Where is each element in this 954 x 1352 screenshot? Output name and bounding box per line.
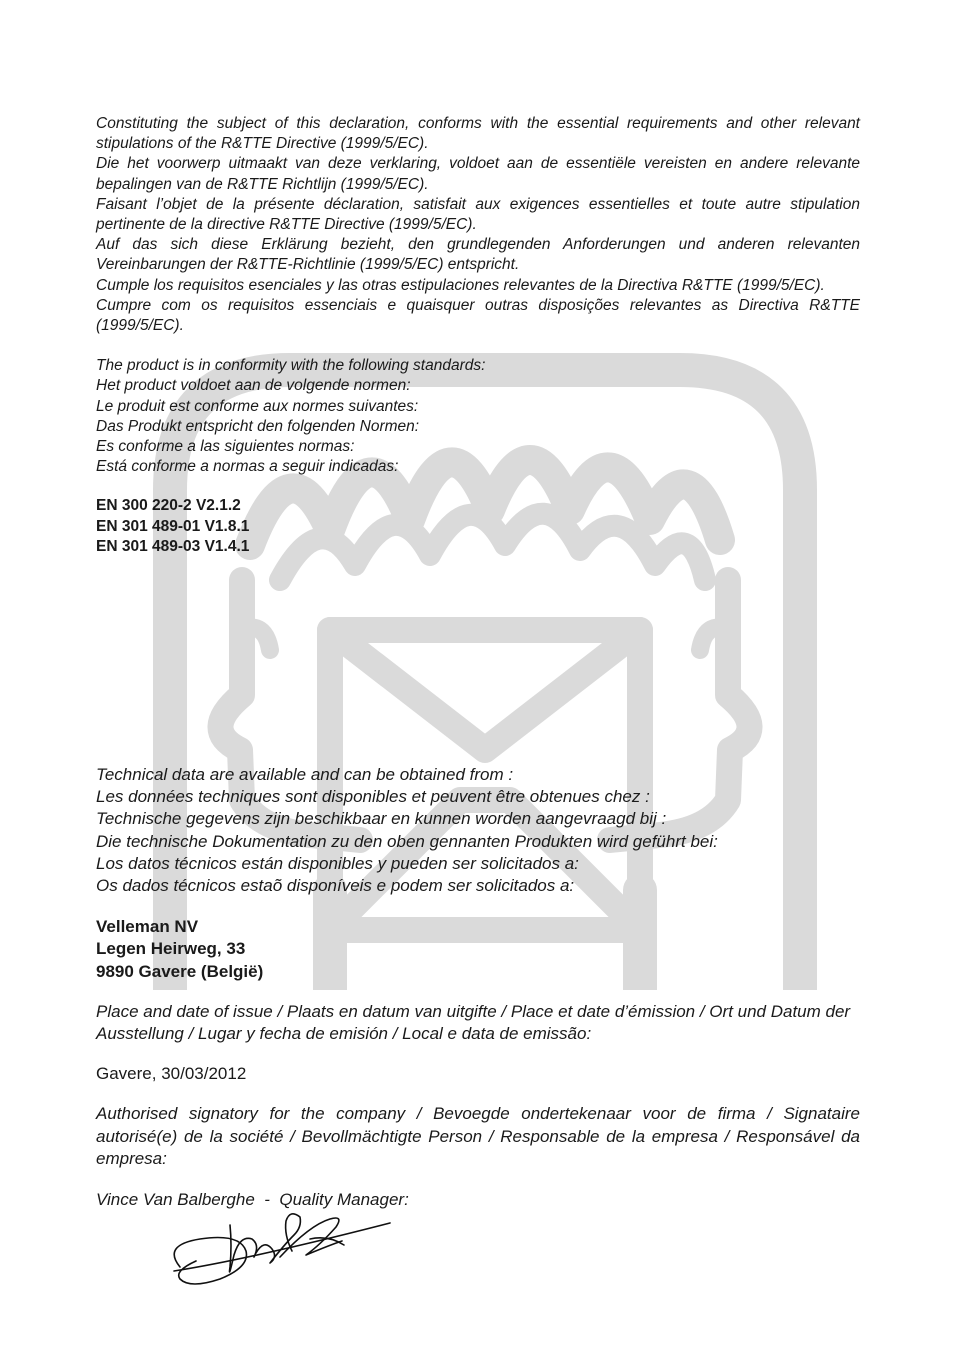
standards-list [96,496,860,557]
standards-intro-pt: Está conforme a normas a seguir indicadas: [96,458,399,476]
conformity-pt: Cumpre com os requisitos essenciais e quaisquer outras disposições relevantes as Directiva R&TTE (1999/5/EC). [96,296,860,335]
standards-intro-nl: Het product voldoet aan de volgende normen: [96,377,411,395]
company-city: 9890 Gavere (België) [96,961,264,981]
conformity-fr: Faisant l’objet de la présente déclaration, satisfait aux exigences essentielles et toute autre stipulation pertinente de la directive R&TTE Directive (1999/5/EC). [96,195,860,234]
signatory-label: Authorised signatory for the company / Bevoegde ondertekenaar voor de firma / Signataire autorisé(e) de la société / Bevollmächtigte Person / Responsable de la empresa / Responsável da empresa: [96,1104,860,1168]
company-street: Legen Heirweg, 33 [96,939,246,959]
technical-section [96,764,860,1211]
declaration-content [96,114,860,1210]
handwritten-signature [160,1205,400,1295]
signer-name: Vince Van Balberghe - Quality Manager: [96,1190,409,1210]
standards-intro-es: Es conforme a las siguientes normas: [96,438,355,456]
technical-fr: Les données techniques sont disponibles et peuvent être obtenues chez : [96,787,650,807]
place-date-value: Gavere, 30/03/2012 [96,1064,247,1084]
technical-de: Die technische Dokumentation zu den oben gennanten Produkten wird geführt bei: [96,831,718,851]
standards-intro-en: The product is in conformity with the following standards: [96,357,486,375]
technical-es: Los datos técnicos están disponibles y pueden ser solicitados a: [96,853,579,873]
conformity-de: Auf das sich diese Erklärung bezieht, den grundlegenden Anforderungen und anderen relevanten Vereinbarungen der R&TTE-Richtlinie (1999/5/EC) entspricht. [96,236,860,274]
conformity-en: Constituting the subject of this declaration, conforms with the essential requirements and other relevant stipulations of the R&TTE Directive (1999/5/EC). [96,115,860,153]
standard-item: EN 301 489-01 V1.8.1 [96,517,250,535]
place-date-block [96,1063,860,1085]
standard-item: EN 300 220-2 V2.1.2 [96,497,241,515]
standards-intro-fr: Le produit est conforme aux normes suivantes: [96,397,419,415]
technical-en: Technical data are available and can be obtained from : [96,765,514,784]
signatory-label-block [96,1103,860,1170]
technical-nl: Technische gegevens zijn beschikbaar en kunnen worden aangevraagd bij : [96,809,667,829]
standards-intro [96,356,860,477]
standard-item: EN 301 489-03 V1.4.1 [96,537,250,555]
conformity-es: Cumple los requisitos esenciales y las otras estipulaciones relevantes de la Directiva R&TTE (1999/5/EC). [96,276,825,294]
technical-data-statements [96,764,860,897]
standards-intro-de: Das Produkt entspricht den folgenden Normen: [96,417,420,435]
place-date-label: Place and date of issue / Plaats en datum van uitgifte / Place et date d’émission / Ort und Datum der Ausstellung / Lugar y fecha de emisión / Local e data de emissão: [96,1001,851,1044]
conformity-statements [96,114,860,336]
technical-pt: Os dados técnicos estaõ disponíveis e podem ser solicitados a: [96,876,575,896]
company-name: Velleman NV [96,917,199,937]
conformity-nl: Die het voorwerp uitmaakt van deze verklaring, voldoet aan de essentiële vereisten en andere relevante bepalingen van de R&TTE Richtlijn (1999/5/EC). [96,155,860,193]
company-address [96,916,860,983]
place-date-label-block [96,1001,860,1045]
